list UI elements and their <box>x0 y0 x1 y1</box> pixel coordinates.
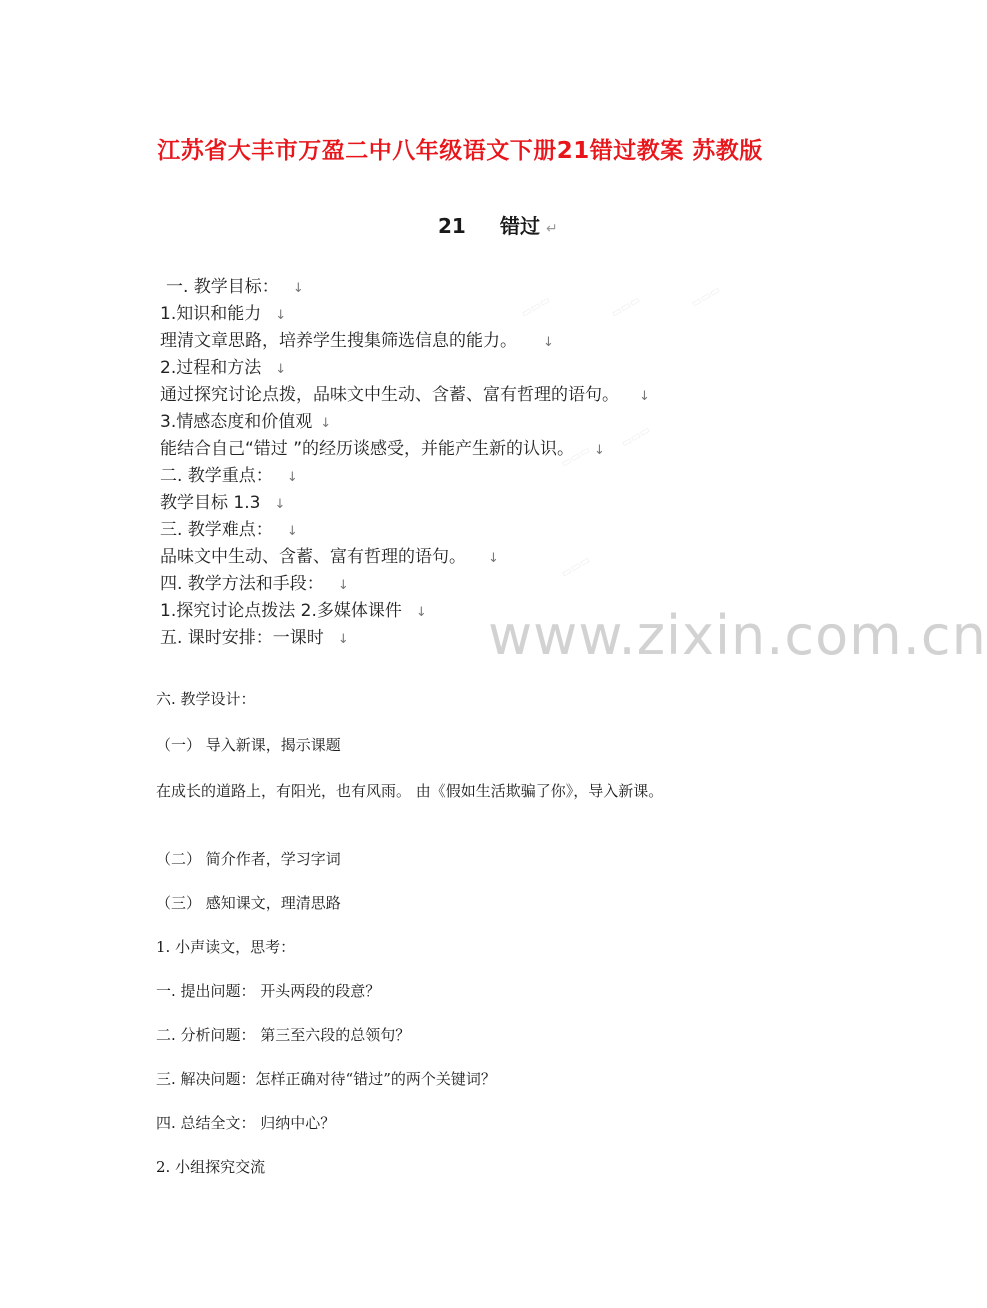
objective-item: 2.过程和方法 ↓ <box>160 358 287 378</box>
line-break-icon: ↓ <box>337 632 349 647</box>
line-break-icon: ↓ <box>415 605 427 620</box>
watermark-text: www.zixin.com.cn <box>488 604 987 667</box>
objectives-heading: 一. 教学目标： ↓ <box>166 277 304 297</box>
section-heading: （二） 简介作者，学习字词 <box>156 850 341 868</box>
line-break-icon: ↓ <box>320 416 332 431</box>
intro-paragraph: 在成长的道路上，有阳光，也有风雨。 由《假如生活欺骗了你》，导入新课。 <box>156 782 664 800</box>
lesson-name: 错过 <box>500 214 540 238</box>
line-break-icon: ↓ <box>275 362 287 377</box>
watermark-logo: ▭▭▭ <box>618 423 653 450</box>
line-break-icon: ↓ <box>337 578 349 593</box>
line-break-icon: ↓ <box>286 524 298 539</box>
question-item: 二. 分析问题： 第三至六段的总领句？ <box>156 1026 411 1044</box>
objective-item: 通过探究讨论点拨，品味文中生动、含蓄、富有哲理的语句。 ↓ <box>160 385 650 405</box>
teaching-design-section <box>156 688 836 1178</box>
section-heading: （一） 导入新课，揭示课题 <box>156 736 341 754</box>
lesson-number: 21 <box>438 214 466 238</box>
line-break-icon: ↓ <box>274 497 286 512</box>
objective-item: 理清文章思路，培养学生搜集筛选信息的能力。 ↓ <box>160 331 554 351</box>
watermark-logo: ▭▭▭ <box>558 443 593 470</box>
document-title: 江苏省大丰市万盈二中八年级语文下册21错过教案 苏教版 <box>157 138 763 164</box>
lesson-heading <box>438 210 558 239</box>
step-item: 2. 小组探究交流 <box>156 1158 266 1176</box>
methods-heading: 四. 教学方法和手段： ↓ <box>160 574 349 594</box>
line-break-icon: ↓ <box>488 551 499 566</box>
paragraph-mark-icon: ↵ <box>546 221 558 237</box>
line-break-icon: ↓ <box>286 470 298 485</box>
line-break-icon: ↓ <box>292 281 304 296</box>
difficulties-heading: 三. 教学难点： ↓ <box>160 520 298 540</box>
line-break-icon: ↓ <box>639 389 650 404</box>
section-heading: （三） 感知课文，理清思路 <box>156 894 341 912</box>
objective-item: 教学目标 1.3 ↓ <box>160 493 286 513</box>
watermark-logo: ▭▭▭ <box>688 283 723 310</box>
line-break-icon: ↓ <box>543 335 554 350</box>
objective-item: 1.知识和能力 ↓ <box>160 304 287 324</box>
schedule-heading: 五. 课时安排：一课时 ↓ <box>160 628 349 648</box>
line-break-icon: ↓ <box>275 308 287 323</box>
objective-item: 品味文中生动、含蓄、富有哲理的语句。 ↓ <box>160 547 499 567</box>
objectives-block <box>160 274 800 652</box>
objective-item: 能结合自己“错过 ”的经历谈感受，并能产生新的认识。 ↓ <box>160 439 605 459</box>
objective-item: 3.情感态度和价值观 ↓ <box>160 412 332 432</box>
line-break-icon: ↓ <box>594 443 605 458</box>
question-item: 一. 提出问题： 开头两段的段意？ <box>156 982 381 1000</box>
key-points-heading: 二. 教学重点： ↓ <box>160 466 298 486</box>
question-item: 四. 总结全文： 归纳中心？ <box>156 1114 336 1132</box>
step-item: 1. 小声读文，思考： <box>156 938 296 956</box>
watermark-logo: ▭▭▭ <box>518 293 553 320</box>
design-heading: 六. 教学设计： <box>156 690 256 708</box>
question-item: 三. 解决问题：怎样正确对待“错过”的两个关键词？ <box>156 1070 496 1088</box>
watermark-logo: ▭▭▭ <box>608 293 643 320</box>
watermark-logo: ▭▭▭ <box>558 553 593 580</box>
objective-item: 1.探究讨论点拨法 2.多媒体课件 ↓ <box>160 601 427 621</box>
